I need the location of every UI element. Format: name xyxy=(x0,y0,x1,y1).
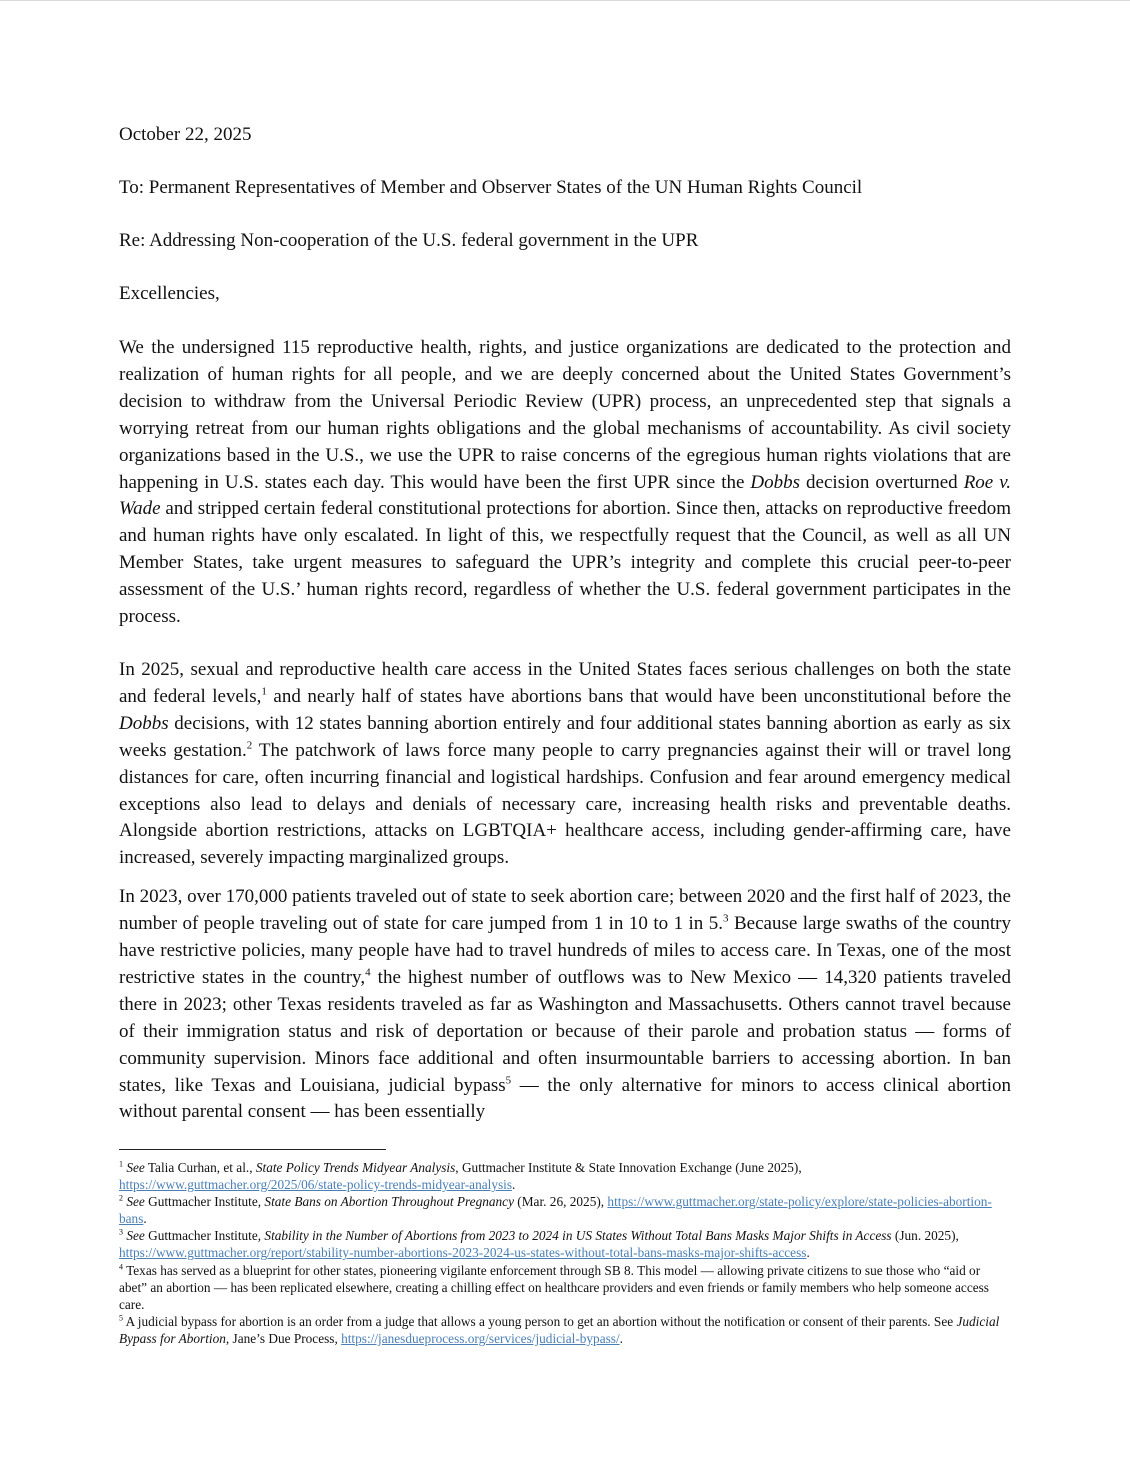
p1-dobbs: Dobbs xyxy=(750,471,801,493)
footnote-2-text: Guttmacher Institute, xyxy=(144,1194,265,1210)
footnote-3-end: . xyxy=(806,1245,810,1261)
footnote-ref-3[interactable]: 3 xyxy=(723,912,729,925)
footnote-ref-2[interactable]: 2 xyxy=(246,739,253,752)
footnote-3 xyxy=(119,1227,1011,1261)
footnote-ref-1[interactable]: 1 xyxy=(261,685,267,698)
footnote-2-link[interactable]: https://www.guttmacher.org/state-policy/explore/state-policies-abortion-bans xyxy=(119,1194,992,1227)
p1-text-a: We the undersigned 115 reproductive health, rights, and justice organizations are dedicated to the protection and realization of human rights for all people, and we are deeply concerned about the United States Government’s decision to withdraw from the Universal Periodic Review (UPR) process, an unprecedented step that signals a worrying retreat from our human rights obligations and the global mechanisms of accountability. As civil society organizations based in the U.S., we use the UPR to raise concerns of the egregious human rights violations that are happening in U.S. states each day. This would have been the first UPR since the xyxy=(119,337,1011,493)
letter-date: October 22, 2025 xyxy=(119,124,252,145)
paragraph-2 xyxy=(119,657,1011,872)
footnote-4 xyxy=(119,1262,1011,1313)
footnote-2-number: 2 xyxy=(119,1193,123,1203)
footnote-3-number: 3 xyxy=(119,1227,123,1237)
p2-text-b: and nearly half of states have abortions bans that would have been unconstitutional before the xyxy=(266,685,1012,707)
footnote-2-title: State Bans on Abortion Throughout Pregnancy xyxy=(264,1194,514,1210)
p1-text-c: and stripped certain federal constitutional protections for abortion. Since then, attacks on reproductive freedom and human rights have only escalated. In light of this, we respectfully request that the Council, as well as all UN Member States, take urgent measures to safeguard the UPR’s integrity and complete this crucial peer-to-peer assessment of the U.S.’ human rights record, regardless of whether the U.S. federal government participates in the process. xyxy=(119,498,1011,628)
p2-dobbs: Dobbs xyxy=(119,712,169,734)
footnote-2-see: See xyxy=(126,1194,145,1210)
footnote-2-end: . xyxy=(143,1211,147,1227)
paragraph-3 xyxy=(119,884,1011,1126)
footnote-1-text: Talia Curhan, et al., xyxy=(144,1160,256,1175)
p3-text-c: the highest number of outflows was to New Mexico — 14,320 patients traveled there in 2023; other Texas residents traveled as far as Washington and Massachusetts. Others cannot travel because of their immigration status and risk of deportation or because of their parole and probation status — forms of community supervision. Minors face additional and often insurmountable barriers to accessing abortion. In ban states, like Texas and Louisiana, judicial bypass xyxy=(119,966,1011,1096)
footnote-3-link[interactable]: https://www.guttmacher.org/report/stability-number-abortions-2023-2024-us-states-without-total-bans-masks-major-shifts-access xyxy=(119,1245,807,1261)
footnote-1-number: 1 xyxy=(119,1159,123,1169)
footnote-1-end: . xyxy=(512,1177,516,1193)
footnote-4-text: Texas has served as a blueprint for other states, pioneering vigilante enforcement through SB 8. This model — allowing private citizens to sue those who “aid or abet” an abortion — has been replicated elsewhere, creating a chilling effect on healthcare providers and even friends or family members who help someone access care. xyxy=(119,1262,989,1312)
footnote-1 xyxy=(119,1159,1011,1193)
footnote-1-see: See xyxy=(126,1160,145,1175)
footnote-3-text-2: (Jun. 2025), xyxy=(891,1228,959,1244)
p2-text-c: decisions, with 12 states banning abortion entirely and four additional states banning abortion as early as six weeks gestation. xyxy=(119,712,1011,761)
footnote-1-title: State Policy Trends Midyear Analysis xyxy=(255,1160,456,1175)
p1-text-b: decision overturned xyxy=(800,471,964,493)
footnote-3-title: Stability in the Number of Abortions from 2023 to 2024 in US States Without Total Bans Masks Major Shifts in Access xyxy=(264,1228,892,1244)
footnote-1-text-2: , Guttmacher Institute & State Innovation Exchange (June 2025), xyxy=(455,1160,802,1175)
p3-text-a: In 2023, over 170,000 patients traveled out of state to seek abortion care; between 2020 and the first half of 2023, the number of people traveling out of state for care jumped from 1 in 10 to 1 in 5. xyxy=(119,886,1011,935)
paragraph-1 xyxy=(119,335,1011,631)
footnote-4-number: 4 xyxy=(119,1262,123,1272)
letter-body xyxy=(119,123,1011,1126)
letter-recipient: To: Permanent Representatives of Member and Observer States of the UN Human Rights Council xyxy=(119,177,863,198)
footnote-5-end: . xyxy=(619,1330,623,1346)
p3-text-b: Because large swaths of the country have restrictive policies, many people have had to travel hundreds of miles to access care. In Texas, one of the most restrictive states in the country, xyxy=(119,913,1011,988)
footnote-5-link[interactable]: https://janesdueprocess.org/services/judicial-bypass/ xyxy=(341,1330,620,1346)
footnote-2 xyxy=(119,1193,1011,1227)
footnote-5-text-2: , Jane’s Due Process, xyxy=(225,1330,342,1346)
p3-text-d: — the only alternative for minors to access clinical abortion without parental consent — has been essentially xyxy=(119,1074,1011,1123)
footnote-ref-4[interactable]: 4 xyxy=(365,966,371,979)
footnote-5-number: 5 xyxy=(119,1313,123,1323)
footnote-5-text: A judicial bypass for abortion is an order from a judge that allows a young person to get an abortion without the notification or consent of their parents. See xyxy=(123,1313,957,1329)
footnote-5-title: Judicial Bypass for Abortion xyxy=(119,1313,1000,1346)
p2-text-a: In 2025, sexual and reproductive health care access in the United States faces serious challenges on both the state and federal levels, xyxy=(119,658,1011,707)
footnote-2-text-2: (Mar. 26, 2025), xyxy=(513,1194,608,1210)
letter-salutation: Excellencies, xyxy=(119,283,220,304)
footnote-ref-5[interactable]: 5 xyxy=(505,1074,512,1087)
footnote-3-see: See xyxy=(126,1228,145,1244)
footnote-1-link[interactable]: https://www.guttmacher.org/2025/06/state-policy-trends-midyear-analysis xyxy=(119,1177,513,1193)
footnote-5 xyxy=(119,1313,1011,1347)
p1-roe: Roe v. Wade xyxy=(119,471,1012,520)
footnotes-section xyxy=(119,1149,1011,1347)
letter-subject: Re: Addressing Non-cooperation of the U.S. federal government in the UPR xyxy=(119,230,699,251)
footnote-3-text: Guttmacher Institute, xyxy=(144,1228,265,1244)
p2-text-d: The patchwork of laws force many people to carry pregnancies against their will or travel long distances for care, often incurring financial and logistical hardships. Confusion and fear around emergency medical exceptions also lead to delays and denials of necessary care, increasing health risks and preventable deaths. Alongside abortion restrictions, attacks on LGBTQIA+ healthcare access, including gender-affirming care, have increased, severely impacting marginalized groups. xyxy=(119,739,1011,869)
footnote-divider xyxy=(119,1149,386,1150)
